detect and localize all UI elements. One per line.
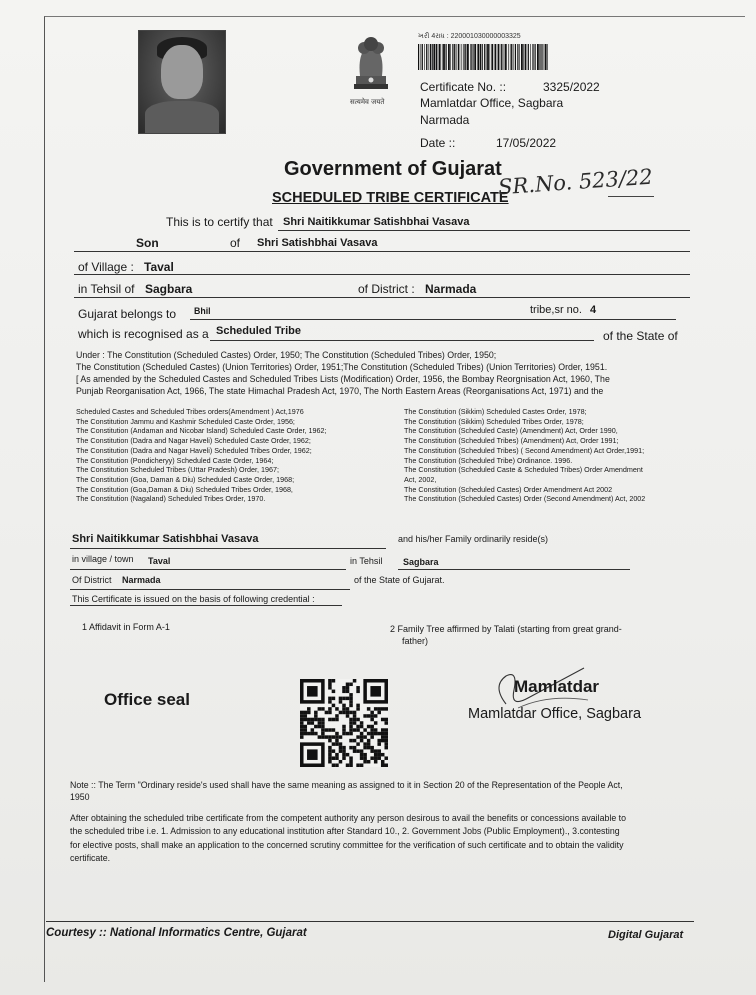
tribe-name: Bhil [194,306,211,316]
order-item: The Constitution (Andaman and Nicobar Island) Scheduled Caste Order, 1962; [76,426,327,436]
district-value: Narmada [425,282,477,296]
district-label-2: Of District [72,575,112,585]
district-label: of District : [358,282,415,296]
of-label: of [230,236,241,250]
father-name: Shri Satishbhai Vasava [257,237,378,249]
family-suffix: and his/her Family ordinarily reside(s) [398,534,549,544]
tehsil-label: in Tehsil of [78,282,135,296]
order-item: The Constitution (Scheduled Castes) Order Amendment Act 2002 [404,484,613,494]
emblem-motto: सत्यमेव जयते [350,98,385,106]
order-item: The Constitution (Sikkim) Scheduled Castes Order, 1978; [404,407,587,416]
office-name: Mamlatdar Office, Sagbara [420,96,564,110]
order-item: The Constitution (Pondicheryy) Scheduled Caste Order, 1964; [76,455,274,465]
relation: Son [136,236,159,250]
tehsil-value: Sagbara [145,282,193,296]
barcode [418,44,550,70]
order-item: The Constitution (Nagaland) Scheduled Tribes Order, 1970. [76,494,266,504]
order-item: The Constitution (Scheduled Caste & Scheduled Tribes) Order Amendment [404,465,643,475]
tribe-sr-label: tribe,sr no. [530,304,582,316]
certificate-no-value: 3325/2022 [543,80,600,94]
order-item: The Constitution (Dadra and Nagar Haveli) Scheduled Tribes Order, 1962; [76,445,312,455]
order-item: The Constitution (Sikkim) Scheduled Tribes Order, 1978; [404,416,584,426]
order-item: The Constitution (Goa, Daman & Diu) Scheduled Caste Order, 1968; [76,474,295,484]
credential-2-line2: father) [402,636,429,646]
under-line: [ As amended by the Scheduled Castes and Scheduled Tribes Lists (Modification) Order, 1956, the Bombay Reorgnisation Act, 1960, The [76,374,610,384]
village-town-label: in village / town [72,554,134,564]
under-line: Punjab Reorganisation Act, 1966, The state Himachal Pradesh Act, 1970, The North Eastern Areas (Reorganisations Act, 1971) and the [76,386,604,396]
belongs-label: Gujarat belongs to [78,307,177,321]
order-item: The Constitution (Scheduled Tribes) (Amendment) Act, Order 1991; [404,436,619,446]
barcode-number: ખરી 4રાધ : 220001030000003325 [418,33,521,40]
para-line: certificate. [70,852,111,863]
order-item: The Constitution (Scheduled Caste) (Amendment) Act, Order 1990, [404,426,618,436]
state-of-label: of the State of [603,329,678,343]
government-title: Government of Gujarat [284,158,502,180]
note [70,779,700,803]
district-value-2: Narmada [122,575,161,585]
recognised-value: Scheduled Tribe [216,325,301,337]
holder-photo [138,30,226,134]
mamlatdar-office: Mamlatdar Office, Sagbara [468,706,642,722]
order-item: The Constitution Scheduled Tribes (Uttar Pradesh) Order, 1967; [76,465,279,475]
orders-right-list [404,407,694,504]
national-emblem-icon [346,32,396,94]
order-item: The Constitution (Goa,Daman & Diu) Scheduled Tribes Order, 1968, [76,484,293,494]
office-district: Narmada [420,113,470,127]
order-item: The Constitution Jammu and Kashmir Scheduled Caste Order, 1956; [76,416,295,426]
benefits-paragraph [70,812,700,865]
credential-1: 1 Affidavit in Form A-1 [82,622,170,632]
para-line: for elective posts, shall make an application to the concerned scrutiny committee for the verification of such certificate and to obtain the validity [70,839,624,850]
credential-2-line1: 2 Family Tree affirmed by Talati (starting from great grand- [390,624,622,634]
tehsil-label-2: in Tehsil [350,556,383,566]
holder-name: Shri Naitikkumar Satishbhai Vasava [283,216,470,228]
certificate-title: SCHEDULED TRIBE CERTIFICATE [272,190,509,206]
village-label: of Village : [78,260,134,274]
order-item: The Constitution (Scheduled Castes) Order (Second Amendment) Act, 2002 [404,494,646,504]
state-gujarat: of the State of Gujarat. [354,575,445,585]
office-seal-label: Office seal [104,690,190,709]
village-value-2: Taval [148,556,171,566]
order-item: The Constitution (Dadra and Nagar Haveli) Scheduled Caste Order, 1962; [76,436,311,446]
para-line: After obtaining the scheduled tribe certificate from the competent authority any person desirous to avail the benefits or concessions available to [70,813,626,823]
under-line: The Constitution (Scheduled Castes) (Union Territories) Order, 1951;The Constitution (Scheduled Tribes) (Union Territories) Order, 1951. [76,362,608,372]
credential-intro: This Certificate is issued on the basis of following credential : [72,594,315,604]
para-line: the scheduled tribe i.e. 1. Admission to any educational institution after Standard 10., 2. Government Jobs (Public Employment)., 3.contesting [70,826,620,837]
note-line: Note :: The Term "Ordinary reside's used shall have the same meaning as assigned to it in Section 20 of the Representation of the People Act, [70,780,623,790]
date-value: 17/05/2022 [496,136,557,150]
order-item: Act, 2002, [404,474,437,484]
note-line: 1950 [70,792,90,802]
date-label: Date :: [420,136,456,150]
village-value: Taval [144,260,174,274]
footer-digital-gujarat: Digital Gujarat [608,929,684,941]
holder-name-repeat: Shri Naitikkumar Satishbhai Vasava [72,533,259,545]
mamlatdar-title: Mamlatdar [514,677,600,696]
order-item: The Constitution (Scheduled Tribe) Ordinance. 1996. [404,455,573,465]
certificate-no-label: Certificate No. :: [420,80,507,94]
tribe-sr-value: 4 [590,304,597,316]
order-item: Scheduled Castes and Scheduled Tribes orders(Amendment ) Act,1976 [76,407,304,416]
footer-courtesy: Courtesy :: National Informatics Centre, Gujarat [46,927,307,939]
handwritten-serial-note: SR.No. 523/22 [497,164,654,200]
under-paragraph [76,349,686,397]
qr-code [300,679,388,767]
orders-left-list [76,407,396,515]
tehsil-value-2: Sagbara [403,557,439,567]
recognised-label: which is recognised as a [78,327,209,341]
order-item: The Constitution (Scheduled Tribes) ( Second Amendment) Act Order,1991; [404,445,645,455]
under-line: Under : The Constitution (Scheduled Castes) Order, 1950; The Constitution (Scheduled Tribes) Order, 1950; [76,350,497,360]
certify-label: This is to certify that [166,215,273,229]
